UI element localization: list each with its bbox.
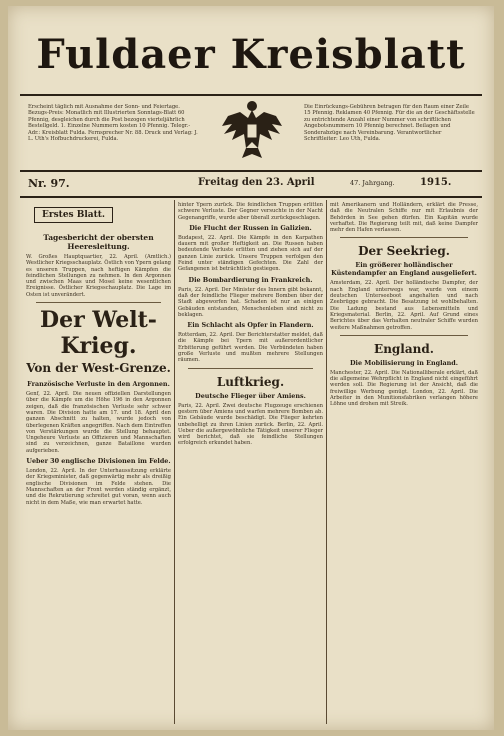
column-divider-2 — [326, 200, 327, 724]
issue-info-bar — [20, 176, 482, 194]
article-body: London, 22. April. In der Unterhaussitzung erklärte der Kriegsminister, daß gegenwärtig mehr als dreißig englische Divisionen im Felde stehen. Die Mannschaften an der Front werden ständig ergänzt, und die Rekrutierung schreitet gut voran, wenn auch nicht in dem Maße, wie man erwartet hatte. — [26, 468, 171, 506]
column-3 — [330, 202, 478, 722]
issue-number: Nr. 97. — [28, 177, 70, 190]
report-body: W. Großes Hauptquartier, 22. April. (Amtlich.) Westlicher Kriegsschauplatz. Östlich von Ypern gelang es unseren Truppen, nach heftigen Kämpfen die feindlichen Stellungen zu nehmen. In den Argonnen und zwischen Maas und Mosel keine wesentlichen Ereignisse. Östlicher Kriegsschauplatz. Die Lage im Osten ist unverändert. — [26, 254, 171, 298]
issue-date: Freitag den 23. April — [198, 177, 315, 188]
separator-rule — [340, 237, 468, 238]
newspaper-page — [8, 6, 494, 730]
report-heading: Tagesbericht der obersten Heeresleitung. — [43, 233, 154, 251]
section-badge: Erstes Blatt. — [34, 207, 113, 223]
article-body: Amsterdam, 22. April. Der holländische Dampfer, der nach England unterwegs war, wurde von einem deutschen Unterseeboot angehalten und nach Zeebrügge gebracht. Die Besatzung ist wohlbehalten. Die Ladung bestand aus Lebensmitteln und Kriegsmaterial. Berlin, 22. April. Auf Grund eines Berichtes über das Verhalten neutraler Schiffe wurden weitere Maßnahmen getroffen. — [330, 280, 478, 331]
separator-rule — [340, 335, 468, 336]
column-1 — [26, 202, 171, 722]
article-body: Genf, 22. April. Die neuen offiziellen Darstellungen über die Kämpfe um die Höhe 196 in den Argonnen zeigen, daß die französischen Verluste sehr schwer waren. Die Division hatte am 17. und 18. April den ganzen Abschnitt zu halten, wurde jedoch von überlegenen Kräften angegriffen. Nach dem Eintreffen von Verstärkungen wurde die Stellung behauptet. Ungeheure Verluste an Offizieren und Mannschaften sind zu verzeichnen, ganze Bataillone wurden aufgerieben. — [26, 391, 171, 454]
section-heading-england: England. — [374, 341, 434, 356]
masthead-rule-top — [20, 94, 482, 96]
article-body: Paris, 22. April. Der Minister des Innern gibt bekannt, daß der feindliche Flieger mehrere Bomben über der Stadt abgeworfen hat. Schaden ist nur an einigen Gebäuden entstanden, Menschenleben sind nicht zu beklagen. — [178, 286, 323, 318]
section-heading-seekrieg: Der Seekrieg. — [358, 244, 450, 259]
main-subheadline: Von der West-Grenze. — [26, 361, 171, 376]
article-body: Budapest, 22. April. Die Kämpfe in den Karpathen dauern mit großer Heftigkeit an. Die Russen haben bedeutende Verluste erlitten und ziehen sich auf der ganzen Linie zurück. Unsere Truppen verfolgen den Feind unter ständigen Gefechten. Die Zahl der Gefangenen ist beträchtlich gestiegen. — [178, 234, 323, 273]
article-heading: Die Mobilisierung in England. — [350, 358, 458, 367]
article-heading: Ein größerer holländischer Küstendampfer an England ausgeliefert. — [331, 261, 477, 278]
separator-rule — [36, 302, 161, 303]
masthead-rule-bottom — [20, 170, 482, 172]
masthead-title: Fuldaer Kreisblatt — [36, 31, 466, 78]
article-body: hinter Ypern zurück. Die feindlichen Truppen erlitten schwere Verluste. Der Gegner versuchte in der Nacht Gegenangriffe, wurde aber überall zurückgeschlagen. — [178, 202, 323, 221]
column-2 — [178, 202, 323, 722]
subscription-info-box: Erscheint täglich mit Ausnahme der Sonn- und Feiertage. Bezugs-Preis: Monatlich mit Illustrierten Sonntags-Blatt 60 Pfennig, desgleichen durch die Post bezogen vierteljährlich Bestellgeld. 1. Einzelne Nummern kosten 10 Pfennig. Telegr.-Adr.: Kreisblatt Fulda. Fernsprecher Nr. 88. Druck und Verlag: J. L. Uth's Hofbuchdruckerei, Fulda. — [28, 104, 198, 143]
article-heading: Ueber 30 englische Divisionen im Felde. — [26, 457, 171, 466]
advertising-rates-box: Die Einrückungs-Gebühren betragen für den Raum einer Zeile 15 Pfennig. Reklamen 40 Pfennig. Für die an der Geschäftsstelle zu entrichtende Anzahl einer Nummer von schriftlichen Angebotsnummern 10 Pfennig berechnet. Beilagen und Sonderabzüge nach Vereinbarung. Verantwortlicher Schriftleiter: Leo Uth, Fulda. — [304, 104, 475, 143]
section-heading-luftkrieg: Luftkrieg. — [216, 374, 285, 389]
main-headline: Der Welt-Krieg. — [40, 307, 157, 360]
issue-year: 1915. — [420, 177, 452, 188]
article-heading: Die Flucht der Russen in Galizien. — [189, 223, 312, 232]
info-bar-rule — [20, 196, 482, 198]
article-body: Paris, 22. April. Zwei deutsche Flugzeuge erschienen gestern über Amiens und warfen mehrere Bomben ab. Ein Gebäude wurde beschädigt. Die Flieger kehrten unbehelligt zu ihren Linien zurück. Berlin, 22. April. Ueber die außergewöhnliche Tätigkeit unserer Flieger wird berichtet, daß sie feindliche Stellungen erfolgreich erkundet haben. — [178, 402, 323, 447]
volume-number: 47. Jahrgang. — [350, 179, 395, 187]
column-divider-1 — [174, 200, 175, 724]
separator-rule — [188, 368, 313, 369]
article-body: Manchester, 22. April. Die Nationalliberale erklärt, daß die allgemeine Wehrpflicht in England nicht eingeführt werden soll. Die Regierung ist der Ansicht, daß die freiwillige Werbung genügt. London, 22. April. Die Arbeiter in den Munitionsfabriken verlangen höhere Löhne und drohen mit Streik. — [330, 369, 478, 408]
article-body: Rotterdam, 22. April. Der Berichterstatter meldet, daß die Kämpfe bei Ypern mit außerordentlicher Erbitterung geführt werden. Die Verbündeten haben große Verluste und mußten mehrere Stellungen räumen. — [178, 332, 323, 364]
article-heading: Französische Verluste in den Argonnen. — [27, 380, 170, 389]
article-body: mit Amerikanern und Holländern, erklärt die Presse, daß die Neutralen Schiffe nur mit Erlaubnis der Behörden in See gehen dürfen. Ein Kapitän wurde verhaftet. Die Regierung teilt mit, daß keine Dampfer mehr den Hafen verlassen. — [330, 202, 478, 234]
article-heading: Ein Schlacht als Opfer in Flandern. — [187, 321, 314, 330]
article-heading: Die Bombardierung in Frankreich. — [188, 275, 313, 284]
imperial-eagle-emblem — [218, 98, 286, 164]
article-heading: Deutsche Flieger über Amiens. — [195, 391, 306, 400]
